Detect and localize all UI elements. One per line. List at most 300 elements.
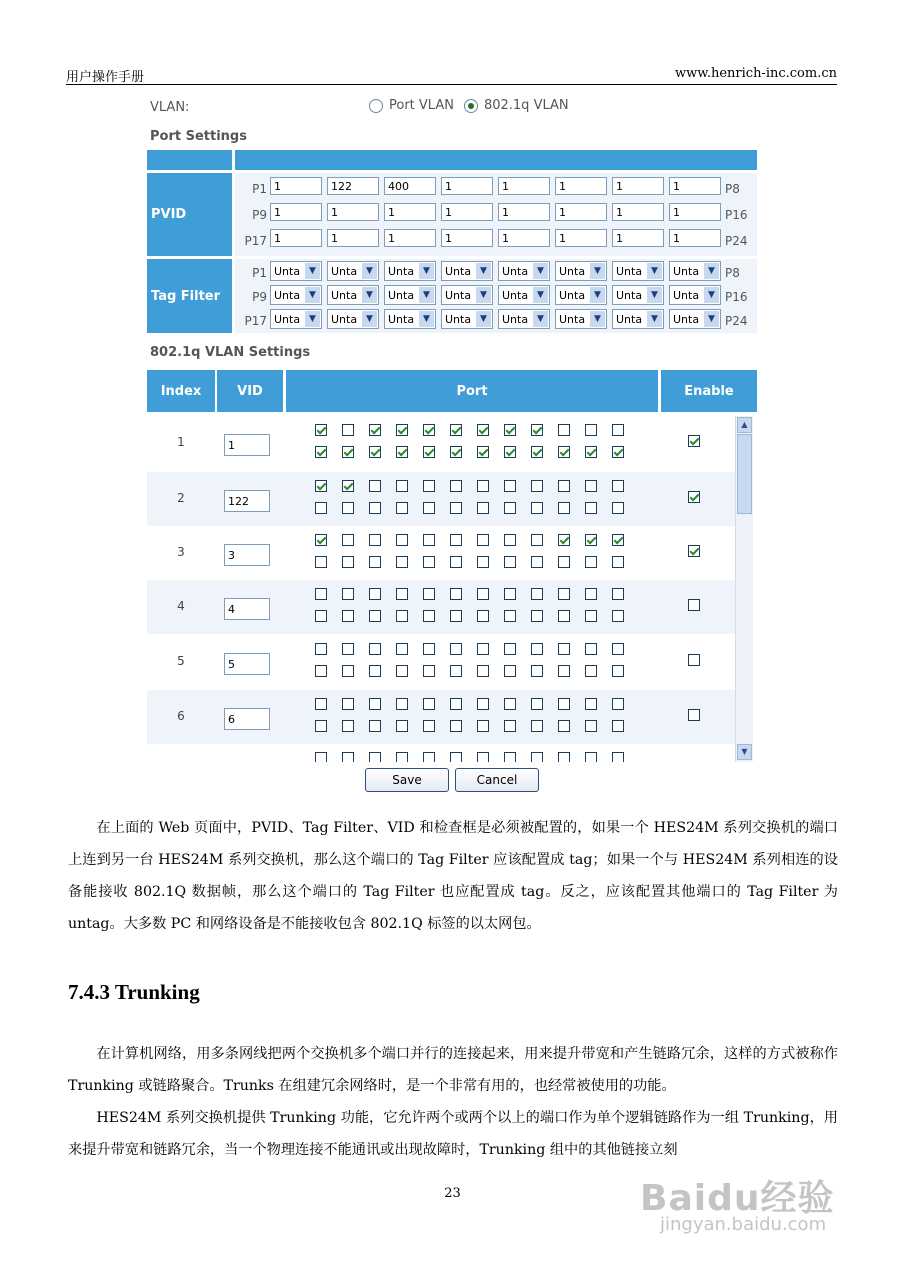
port-member-checkbox[interactable]: [423, 446, 435, 458]
pvid-input[interactable]: 1: [270, 177, 322, 195]
chevron-down-icon: ▼: [476, 311, 491, 327]
port-member-checkbox[interactable]: [369, 446, 381, 458]
port-member-checkbox[interactable]: [504, 446, 516, 458]
pvid-input[interactable]: 1: [327, 229, 379, 247]
port-member-checkbox[interactable]: [612, 502, 624, 514]
port-member-checkbox[interactable]: [450, 752, 462, 762]
port-member-checkbox[interactable]: [558, 752, 570, 762]
port-member-checkbox[interactable]: [585, 665, 597, 677]
vid-input[interactable]: 6: [224, 708, 270, 730]
port-member-checkbox[interactable]: [342, 698, 354, 710]
save-button[interactable]: Save: [365, 768, 449, 792]
port-member-checkbox[interactable]: [423, 480, 435, 492]
port-member-checkbox[interactable]: [315, 424, 327, 436]
port-member-checkbox[interactable]: [585, 502, 597, 514]
tag-filter-select[interactable]: [498, 309, 550, 329]
tag-filter-select[interactable]: [384, 285, 436, 305]
tag-filter-row: [235, 285, 757, 307]
vlan-index: 5: [177, 654, 185, 668]
tag-filter-value: Unta: [616, 265, 643, 278]
scroll-down-icon[interactable]: ▼: [737, 744, 752, 760]
port-member-checkbox[interactable]: [396, 588, 408, 600]
port-range-end: P24: [725, 234, 748, 248]
tag-filter-select[interactable]: [270, 309, 322, 329]
port-member-checkbox[interactable]: [315, 698, 327, 710]
port-member-checkbox[interactable]: [315, 610, 327, 622]
port-member-checkbox[interactable]: [585, 698, 597, 710]
tag-filter-value: Unta: [331, 265, 358, 278]
port-member-checkbox[interactable]: [450, 502, 462, 514]
port-member-checkbox[interactable]: [315, 588, 327, 600]
port-member-checkbox[interactable]: [423, 588, 435, 600]
pvid-input[interactable]: 1: [384, 203, 436, 221]
port-member-checkbox[interactable]: [612, 610, 624, 622]
port-member-checkbox[interactable]: [504, 610, 516, 622]
enable-checkbox[interactable]: [688, 654, 700, 666]
port-member-checkbox[interactable]: [612, 643, 624, 655]
vid-input[interactable]: 5: [224, 653, 270, 675]
tag-filter-select[interactable]: [384, 261, 436, 281]
chevron-down-icon: ▼: [704, 287, 719, 303]
port-member-checkbox[interactable]: [585, 534, 597, 546]
pvid-input[interactable]: 1: [270, 229, 322, 247]
port-settings-header-right: [235, 150, 757, 170]
port-member-checkbox[interactable]: [396, 424, 408, 436]
port-member-checkbox[interactable]: [342, 610, 354, 622]
port-member-checkbox[interactable]: [531, 480, 543, 492]
port-member-checkbox[interactable]: [342, 534, 354, 546]
tag-filter-value: Unta: [559, 265, 586, 278]
tag-filter-value: Unta: [445, 265, 472, 278]
port-member-checkbox[interactable]: [477, 665, 489, 677]
pvid-input[interactable]: 400: [384, 177, 436, 195]
port-member-checkbox[interactable]: [423, 534, 435, 546]
port-member-checkbox[interactable]: [369, 665, 381, 677]
port-member-checkbox[interactable]: [369, 588, 381, 600]
port-member-checkbox[interactable]: [396, 556, 408, 568]
port-member-checkbox[interactable]: [585, 446, 597, 458]
port-member-checkbox[interactable]: [585, 752, 597, 762]
port-member-checkbox[interactable]: [585, 588, 597, 600]
enable-checkbox[interactable]: [688, 599, 700, 611]
port-member-checkbox[interactable]: [612, 556, 624, 568]
port-member-checkbox[interactable]: [585, 720, 597, 732]
port-member-checkbox[interactable]: [396, 643, 408, 655]
port-member-checkbox[interactable]: [612, 752, 624, 762]
port-member-checkbox[interactable]: [315, 446, 327, 458]
tag-filter-select[interactable]: [384, 309, 436, 329]
tag-filter-value: Unta: [673, 313, 700, 326]
tag-filter-select[interactable]: [669, 261, 721, 281]
port-member-checkbox[interactable]: [369, 480, 381, 492]
port-member-checkbox[interactable]: [477, 720, 489, 732]
port-member-checkbox[interactable]: [558, 556, 570, 568]
pvid-input[interactable]: 1: [498, 229, 550, 247]
dot1q-vlan-radio[interactable]: [464, 99, 478, 113]
port-member-checkbox[interactable]: [315, 502, 327, 514]
port-member-checkbox[interactable]: [612, 588, 624, 600]
pvid-input[interactable]: 1: [669, 203, 721, 221]
port-member-checkbox[interactable]: [396, 720, 408, 732]
tag-filter-value: Unta: [502, 265, 529, 278]
port-member-checkbox[interactable]: [423, 698, 435, 710]
tag-filter-select[interactable]: [441, 309, 493, 329]
vid-header: VID: [217, 370, 283, 412]
port-member-checkbox[interactable]: [585, 610, 597, 622]
port-range-start: P1: [252, 266, 267, 280]
port-member-checkbox[interactable]: [612, 480, 624, 492]
port-member-checkbox[interactable]: [450, 643, 462, 655]
tag-filter-select[interactable]: [669, 285, 721, 305]
chevron-down-icon: ▼: [476, 287, 491, 303]
port-member-checkbox[interactable]: [504, 502, 516, 514]
cancel-button[interactable]: Cancel: [455, 768, 539, 792]
vlan-index: 4: [177, 599, 185, 613]
port-member-checkbox[interactable]: [504, 424, 516, 436]
port-member-checkbox[interactable]: [558, 534, 570, 546]
port-member-checkbox[interactable]: [531, 424, 543, 436]
port-member-checkbox[interactable]: [369, 698, 381, 710]
port-member-checkbox[interactable]: [531, 556, 543, 568]
vid-input[interactable]: 4: [224, 598, 270, 620]
vlan-index: 3: [177, 545, 185, 559]
port-member-checkbox[interactable]: [342, 446, 354, 458]
pvid-input[interactable]: 1: [612, 177, 664, 195]
tag-filter-value: Unta: [673, 289, 700, 302]
port-member-checkbox[interactable]: [558, 720, 570, 732]
scroll-up-icon[interactable]: ▲: [737, 417, 752, 433]
port-member-checkbox[interactable]: [612, 446, 624, 458]
port-member-checkbox[interactable]: [558, 424, 570, 436]
tag-filter-select[interactable]: [441, 285, 493, 305]
enable-checkbox[interactable]: [688, 491, 700, 503]
baidu-watermark: [640, 1170, 835, 1235]
port-member-checkbox[interactable]: [477, 556, 489, 568]
port-member-checkbox[interactable]: [369, 720, 381, 732]
tag-filter-select[interactable]: [327, 309, 379, 329]
port-member-checkbox[interactable]: [423, 610, 435, 622]
tag-filter-value: Unta: [445, 289, 472, 302]
pvid-input[interactable]: 1: [498, 177, 550, 195]
port-member-checkbox[interactable]: [342, 720, 354, 732]
tag-filter-select[interactable]: [555, 261, 607, 281]
tag-filter-select[interactable]: [555, 309, 607, 329]
tag-filter-select[interactable]: [612, 261, 664, 281]
port-member-checkbox[interactable]: [369, 556, 381, 568]
vid-input[interactable]: 3: [224, 544, 270, 566]
vlan-label: VLAN:: [150, 100, 190, 115]
port-range-start: P1: [252, 182, 267, 196]
port-member-checkbox[interactable]: [423, 502, 435, 514]
port-member-checkbox[interactable]: [558, 480, 570, 492]
port-member-checkbox[interactable]: [477, 698, 489, 710]
port-member-checkbox[interactable]: [612, 534, 624, 546]
pvid-input[interactable]: 1: [669, 229, 721, 247]
section-heading: 7.4.3 Trunking: [68, 980, 200, 1004]
chevron-down-icon: ▼: [590, 263, 605, 279]
paragraph-1: [68, 812, 838, 940]
chevron-down-icon: ▼: [362, 263, 377, 279]
port-member-checkbox[interactable]: [342, 502, 354, 514]
port-member-checkbox[interactable]: [477, 643, 489, 655]
port-member-checkbox[interactable]: [504, 752, 516, 762]
tag-filter-select[interactable]: [498, 285, 550, 305]
port-member-checkbox[interactable]: [342, 588, 354, 600]
pvid-input[interactable]: 1: [441, 177, 493, 195]
chevron-down-icon: ▼: [647, 287, 662, 303]
pvid-input[interactable]: 1: [555, 177, 607, 195]
chevron-down-icon: ▼: [704, 263, 719, 279]
chevron-down-icon: ▼: [533, 311, 548, 327]
chevron-down-icon: ▼: [590, 311, 605, 327]
scroll-thumb[interactable]: [737, 434, 752, 514]
port-range-start: P9: [252, 208, 267, 222]
tag-filter-label: Tag Filter: [147, 259, 232, 333]
tag-filter-select[interactable]: [327, 285, 379, 305]
chevron-down-icon: ▼: [647, 263, 662, 279]
port-member-checkbox[interactable]: [531, 534, 543, 546]
port-member-checkbox[interactable]: [423, 665, 435, 677]
dot1q-vlan-label: 802.1q VLAN: [483, 98, 569, 113]
port-member-checkbox[interactable]: [477, 588, 489, 600]
port-member-checkbox[interactable]: [531, 665, 543, 677]
tag-filter-row: [235, 309, 757, 331]
pvid-input[interactable]: 1: [555, 229, 607, 247]
port-member-checkbox[interactable]: [504, 665, 516, 677]
pvid-input[interactable]: 1: [612, 203, 664, 221]
tag-filter-value: Unta: [673, 265, 700, 278]
tag-filter-select[interactable]: [270, 261, 322, 281]
port-member-checkbox[interactable]: [585, 643, 597, 655]
port-member-checkbox[interactable]: [585, 556, 597, 568]
port-member-checkbox[interactable]: [531, 446, 543, 458]
pvid-input[interactable]: 1: [441, 229, 493, 247]
paragraph-2: [68, 1038, 838, 1166]
enable-checkbox[interactable]: [688, 545, 700, 557]
port-member-checkbox[interactable]: [504, 720, 516, 732]
pvid-row: [235, 229, 757, 251]
port-member-checkbox[interactable]: [477, 610, 489, 622]
port-member-checkbox[interactable]: [450, 610, 462, 622]
pvid-label: PVID: [147, 173, 232, 256]
port-member-checkbox[interactable]: [450, 556, 462, 568]
port-member-checkbox[interactable]: [342, 480, 354, 492]
port-member-checkbox[interactable]: [396, 665, 408, 677]
tag-filter-value: Unta: [559, 313, 586, 326]
enable-checkbox[interactable]: [688, 435, 700, 447]
port-member-checkbox[interactable]: [558, 588, 570, 600]
port-member-checkbox[interactable]: [477, 446, 489, 458]
tag-filter-select[interactable]: [498, 261, 550, 281]
port-member-checkbox[interactable]: [396, 610, 408, 622]
vlan-row-partial: [147, 746, 735, 762]
vlan-index: 1: [177, 435, 185, 449]
index-header: Index: [147, 370, 215, 412]
port-member-checkbox[interactable]: [450, 446, 462, 458]
port-member-checkbox[interactable]: [477, 534, 489, 546]
vlan-row: [147, 526, 735, 580]
vlan-row: [147, 580, 735, 634]
port-member-checkbox[interactable]: [315, 665, 327, 677]
port-member-checkbox[interactable]: [423, 752, 435, 762]
tag-filter-grid: [235, 259, 757, 333]
paragraph-2-text: 在计算机网络，用多条网线把两个交换机多个端口并行的连接起来，用来提升带宽和产生链路冗余，这样的方式被称作 Trunking 或链路聚合。Trunks 在组建冗余网络时，是一个非常有用的，也经常被使用的功能。: [68, 1046, 838, 1094]
tag-filter-select[interactable]: [669, 309, 721, 329]
vid-input[interactable]: 1: [224, 434, 270, 456]
vlan-row: [147, 635, 735, 689]
port-member-checkbox[interactable]: [531, 588, 543, 600]
pvid-input[interactable]: 1: [498, 203, 550, 221]
port-member-checkbox[interactable]: [531, 643, 543, 655]
port-member-checkbox[interactable]: [342, 424, 354, 436]
port-member-checkbox[interactable]: [504, 534, 516, 546]
port-member-checkbox[interactable]: [585, 424, 597, 436]
port-member-checkbox[interactable]: [396, 480, 408, 492]
port-member-checkbox[interactable]: [504, 588, 516, 600]
enable-checkbox[interactable]: [688, 709, 700, 721]
port-member-checkbox[interactable]: [558, 610, 570, 622]
port-header: Port: [286, 370, 658, 412]
port-range-end: P8: [725, 266, 740, 280]
port-member-checkbox[interactable]: [369, 424, 381, 436]
page-header: [66, 64, 837, 85]
chevron-down-icon: ▼: [533, 287, 548, 303]
chevron-down-icon: ▼: [305, 311, 320, 327]
port-member-checkbox[interactable]: [450, 665, 462, 677]
chevron-down-icon: ▼: [305, 263, 320, 279]
port-member-checkbox[interactable]: [423, 720, 435, 732]
port-range-end: P8: [725, 182, 740, 196]
tag-filter-select[interactable]: [441, 261, 493, 281]
port-member-checkbox[interactable]: [396, 752, 408, 762]
port-member-checkbox[interactable]: [612, 698, 624, 710]
port-member-checkbox[interactable]: [342, 643, 354, 655]
port-member-checkbox[interactable]: [504, 643, 516, 655]
paragraph-3-text: HES24M 系列交换机提供 Trunking 功能，它允许两个或两个以上的端口作为单个逻辑链路作为一组 Trunking，用来提升带宽和链路冗余，当一个物理连接不能通讯或出现故障时，Trunking 组中的其他链接立刻: [68, 1110, 838, 1158]
tag-filter-value: Unta: [274, 289, 301, 302]
pvid-input[interactable]: 1: [612, 229, 664, 247]
port-range-end: P24: [725, 314, 748, 328]
tag-filter-value: Unta: [388, 265, 415, 278]
port-member-checkbox[interactable]: [450, 588, 462, 600]
port-member-checkbox[interactable]: [396, 446, 408, 458]
page-number: 23: [444, 1186, 461, 1201]
port-member-checkbox[interactable]: [369, 502, 381, 514]
tag-filter-select[interactable]: [270, 285, 322, 305]
vid-input[interactable]: 122: [224, 490, 270, 512]
tag-filter-select[interactable]: [612, 309, 664, 329]
watermark-logo: Baidu经验: [640, 1178, 835, 1219]
port-member-checkbox[interactable]: [558, 446, 570, 458]
port-member-checkbox[interactable]: [423, 643, 435, 655]
port-member-checkbox[interactable]: [315, 556, 327, 568]
port-member-checkbox[interactable]: [558, 502, 570, 514]
port-member-checkbox[interactable]: [369, 534, 381, 546]
tag-filter-select[interactable]: [612, 285, 664, 305]
port-member-checkbox[interactable]: [450, 698, 462, 710]
tag-filter-value: Unta: [616, 289, 643, 302]
port-member-checkbox[interactable]: [423, 424, 435, 436]
port-member-checkbox[interactable]: [477, 752, 489, 762]
port-member-checkbox[interactable]: [612, 424, 624, 436]
port-member-checkbox[interactable]: [504, 480, 516, 492]
port-member-checkbox[interactable]: [315, 752, 327, 762]
port-member-checkbox[interactable]: [558, 665, 570, 677]
header-url: www.henrich-inc.com.cn: [675, 66, 837, 81]
vlan-table-scrollbar[interactable]: [735, 416, 753, 762]
pvid-input[interactable]: 1: [669, 177, 721, 195]
port-member-checkbox[interactable]: [342, 752, 354, 762]
tag-filter-select[interactable]: [555, 285, 607, 305]
port-range-start: P17: [244, 234, 267, 248]
port-range-start: P17: [244, 314, 267, 328]
pvid-input[interactable]: 1: [384, 229, 436, 247]
port-member-checkbox[interactable]: [504, 698, 516, 710]
port-member-checkbox[interactable]: [369, 752, 381, 762]
port-member-checkbox[interactable]: [396, 502, 408, 514]
port-member-checkbox[interactable]: [396, 534, 408, 546]
pvid-input[interactable]: 1: [441, 203, 493, 221]
port-member-checkbox[interactable]: [558, 643, 570, 655]
port-member-checkbox[interactable]: [450, 480, 462, 492]
port-member-checkbox[interactable]: [423, 556, 435, 568]
pvid-input[interactable]: 122: [327, 177, 379, 195]
tag-filter-value: Unta: [502, 313, 529, 326]
tag-filter-value: Unta: [388, 289, 415, 302]
pvid-input[interactable]: 1: [555, 203, 607, 221]
pvid-input[interactable]: 1: [270, 203, 322, 221]
vlan-settings-title: 802.1q VLAN Settings: [150, 345, 311, 360]
port-settings-header-left: [147, 150, 232, 170]
tag-filter-value: Unta: [331, 289, 358, 302]
pvid-input[interactable]: 1: [327, 203, 379, 221]
port-member-checkbox[interactable]: [396, 698, 408, 710]
port-member-checkbox[interactable]: [477, 480, 489, 492]
tag-filter-value: Unta: [388, 313, 415, 326]
port-member-checkbox[interactable]: [612, 665, 624, 677]
tag-filter-value: Unta: [274, 265, 301, 278]
port-member-checkbox[interactable]: [531, 752, 543, 762]
port-member-checkbox[interactable]: [315, 643, 327, 655]
port-member-checkbox[interactable]: [477, 502, 489, 514]
port-member-checkbox[interactable]: [315, 480, 327, 492]
vlan-index: 6: [177, 709, 185, 723]
port-member-checkbox[interactable]: [342, 556, 354, 568]
port-member-checkbox[interactable]: [369, 610, 381, 622]
port-member-checkbox[interactable]: [450, 720, 462, 732]
port-member-checkbox[interactable]: [531, 720, 543, 732]
vlan-row: [147, 690, 735, 744]
port-member-checkbox[interactable]: [315, 720, 327, 732]
chevron-down-icon: ▼: [647, 311, 662, 327]
port-member-checkbox[interactable]: [558, 698, 570, 710]
port-member-checkbox[interactable]: [531, 502, 543, 514]
port-member-checkbox[interactable]: [450, 424, 462, 436]
port-member-checkbox[interactable]: [585, 480, 597, 492]
port-member-checkbox[interactable]: [315, 534, 327, 546]
chevron-down-icon: ▼: [419, 263, 434, 279]
port-member-checkbox[interactable]: [369, 643, 381, 655]
port-member-checkbox[interactable]: [477, 424, 489, 436]
port-member-checkbox[interactable]: [531, 610, 543, 622]
port-vlan-radio[interactable]: [369, 99, 383, 113]
tag-filter-select[interactable]: [327, 261, 379, 281]
port-member-checkbox[interactable]: [342, 665, 354, 677]
port-member-checkbox[interactable]: [450, 534, 462, 546]
port-member-checkbox[interactable]: [612, 720, 624, 732]
port-member-checkbox[interactable]: [504, 556, 516, 568]
port-member-checkbox[interactable]: [531, 698, 543, 710]
